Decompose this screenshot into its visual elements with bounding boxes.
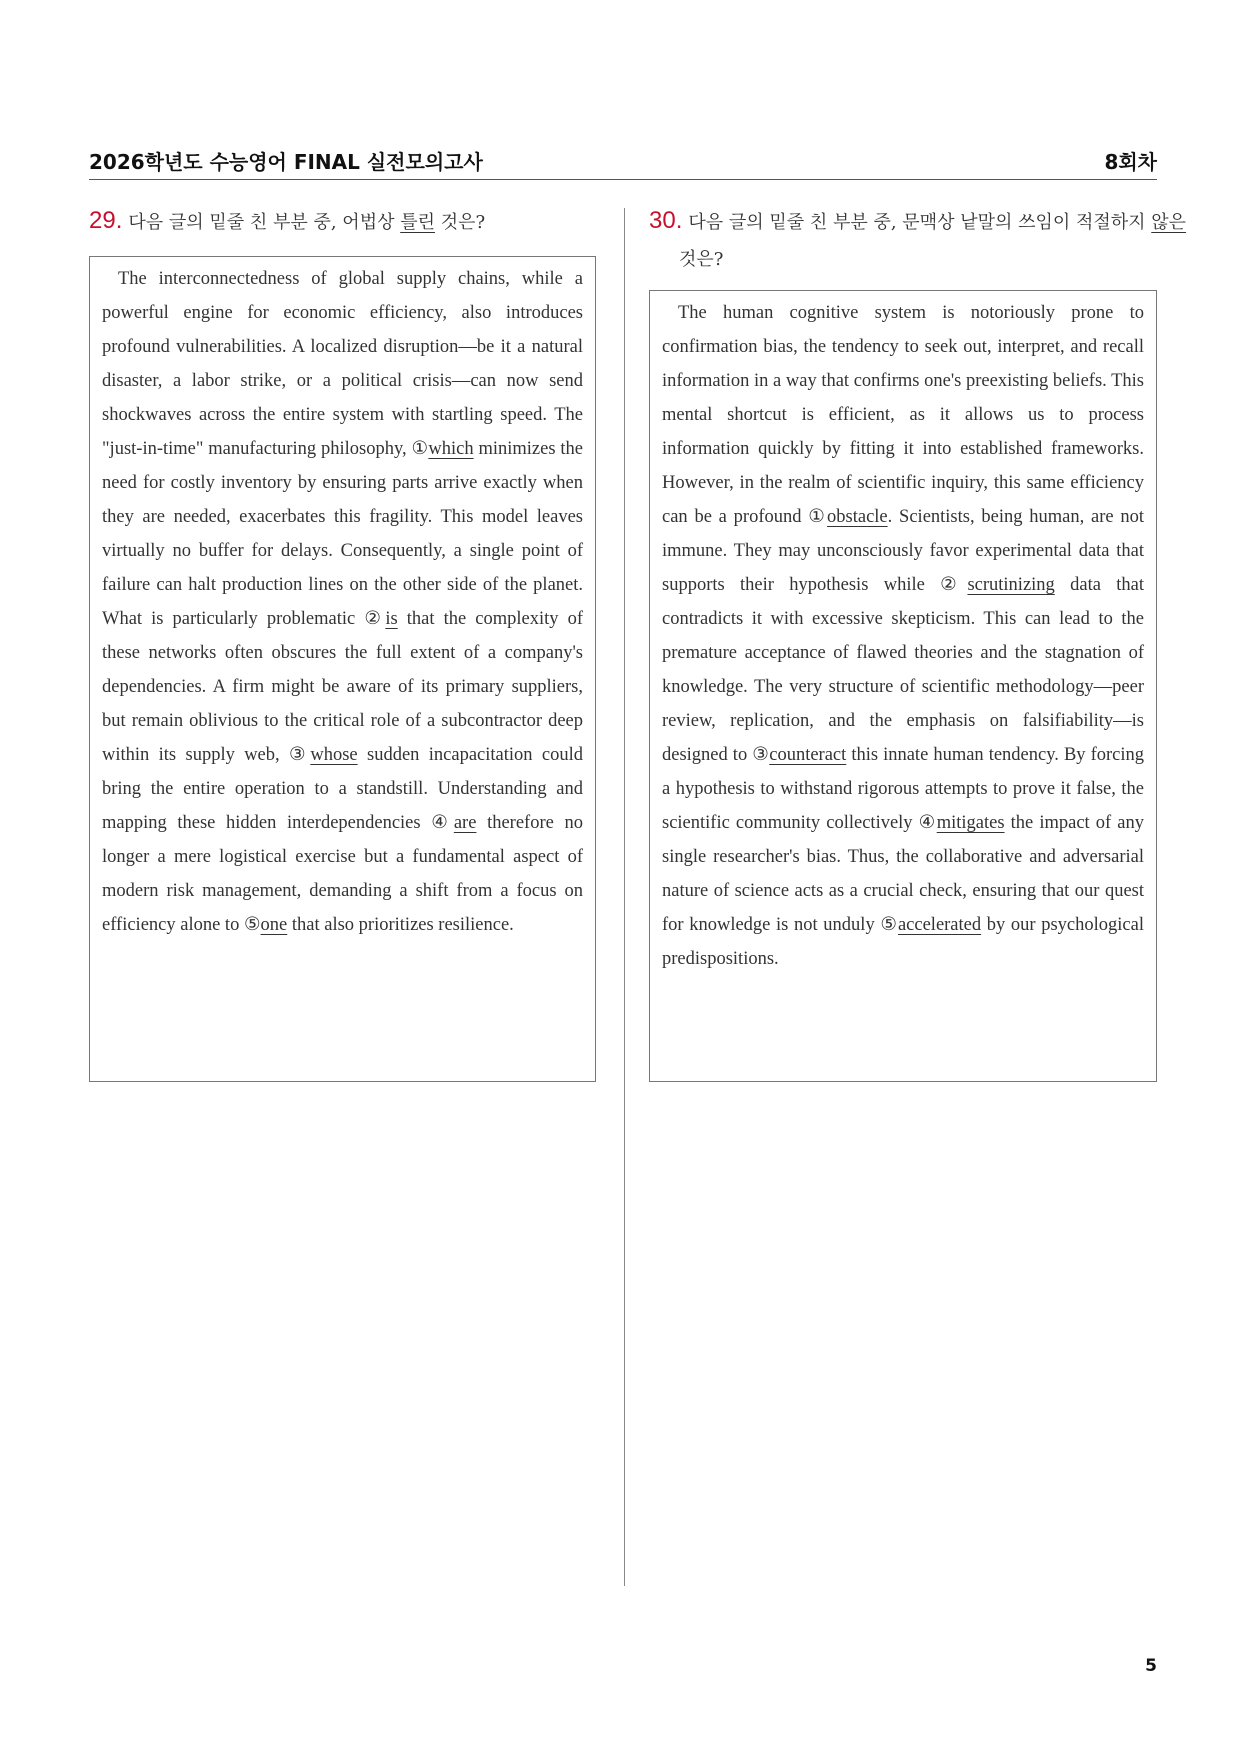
question-29-number: 29. <box>89 207 123 234</box>
underlined-choice-4: are <box>453 813 477 833</box>
prompt-emphasis: 않은 <box>1151 212 1187 233</box>
passage-segment: . Scientists, being human, are not immune. They may unconsciously favor experimental data that supports their hypothesis while <box>662 507 1145 595</box>
underlined-choice-5: one <box>260 915 288 935</box>
exam-title: 2026학년도 수능영어 FINAL 실전모의고사 <box>89 150 483 174</box>
underlined-choice-2: is <box>385 609 398 629</box>
passage-segment: sudden incapacitation could bring the entire operation to a standstill. Understanding and mapping these hidden interdependencies <box>102 745 583 833</box>
page-number: 5 <box>1145 1656 1157 1676</box>
choice-marker-3: ③ <box>752 745 770 765</box>
prompt-text-end: 것은? <box>434 212 486 233</box>
passage-segment: by our psychological predispositions. <box>662 915 1144 969</box>
passage-segment: The human cognitive system is notoriously prone to confirmation bias, the tendency to seek out, interpret, and recall information in a way that confirms one's preexisting beliefs. This mental shortcut is efficient, as it allows us to process information quickly by fitting it into established frameworks. However, in the realm of scientific inquiry, this same efficiency can be a profound <box>662 303 1144 527</box>
question-29-passage <box>89 256 596 1082</box>
passage-segment: this innate human tendency. By forcing a hypothesis to withstand rigorous attempts to prove it false, the scientific community collectively <box>662 745 1144 833</box>
underlined-choice-3: counteract <box>769 745 847 765</box>
prompt-text: 다음 글의 밑줄 친 부분 중, 문맥상 낱말의 쓰임이 적절하지 <box>688 212 1152 233</box>
question-30-number: 30. <box>649 207 683 234</box>
passage-segment: that the complexity of these networks often obscures the full extent of a company's dependencies. A firm might be aware of its primary suppliers, but remain oblivious to the critical role of a subcontractor deep within its supply web, <box>102 609 583 765</box>
underlined-choice-1: obstacle <box>827 507 888 527</box>
passage-segment: that also prioritizes resilience. <box>287 915 514 935</box>
exam-round: 8회차 <box>1104 150 1157 174</box>
passage-segment: data that contradicts it with excessive skepticism. This can lead to the premature acceptance of flawed theories and the stagnation of knowledge. The very structure of scientific methodology—peer review, replication, and the emphasis on falsifiability—is designed to <box>662 575 1145 765</box>
choice-marker-4: ④ <box>918 813 937 833</box>
question-29-prompt <box>89 202 609 241</box>
choice-marker-3: ③ <box>289 745 311 765</box>
question-30-prompt <box>649 202 1195 278</box>
underlined-choice-2: scrutinizing <box>967 575 1055 595</box>
prompt-text-end: 것은? <box>679 249 724 270</box>
choice-marker-2: ② <box>940 575 968 595</box>
passage-segment: minimizes the need for costly inventory by ensuring parts arrive exactly when they are needed, exacerbates this fragility. This model leaves virtually no buffer for delays. Consequently, a single point of failure can halt production lines on the other side of the planet. What is particularly problematic <box>102 439 583 629</box>
passage-segment: the impact of any single researcher's bias. Thus, the collaborative and adversarial nature of science acts as a crucial check, ensuring that our quest for knowledge is not unduly <box>662 813 1144 935</box>
question-30-passage <box>649 290 1157 1082</box>
choice-marker-4: ④ <box>431 813 454 833</box>
choice-marker-1: ① <box>411 439 429 459</box>
prompt-emphasis: 틀린 <box>400 212 435 233</box>
passage-29-text <box>102 262 583 942</box>
choice-marker-2: ② <box>364 609 386 629</box>
underlined-choice-3: whose <box>310 745 358 765</box>
column-divider <box>624 208 625 1586</box>
underlined-choice-1: which <box>428 439 474 459</box>
passage-segment: The interconnectedness of global supply chains, while a powerful engine for economic efficiency, also introduces profound vulnerabilities. A localized disruption—be it a natural disaster, a labor strike, or a political crisis—can now send shockwaves across the entire system with startling speed. The "just-in-time" manufacturing philosophy, <box>102 269 583 459</box>
passage-30-text <box>662 296 1144 976</box>
choice-marker-5: ⑤ <box>243 915 261 935</box>
passage-segment: therefore no longer a mere logistical exercise but a fundamental aspect of modern risk management, demanding a shift from a focus on efficiency alone to <box>102 813 583 935</box>
page-header <box>89 143 1157 180</box>
choice-marker-1: ① <box>808 507 828 527</box>
underlined-choice-4: mitigates <box>936 813 1005 833</box>
choice-marker-5: ⑤ <box>880 915 898 935</box>
underlined-choice-5: accelerated <box>897 915 982 935</box>
prompt-text: 다음 글의 밑줄 친 부분 중, 어법상 <box>128 212 401 233</box>
